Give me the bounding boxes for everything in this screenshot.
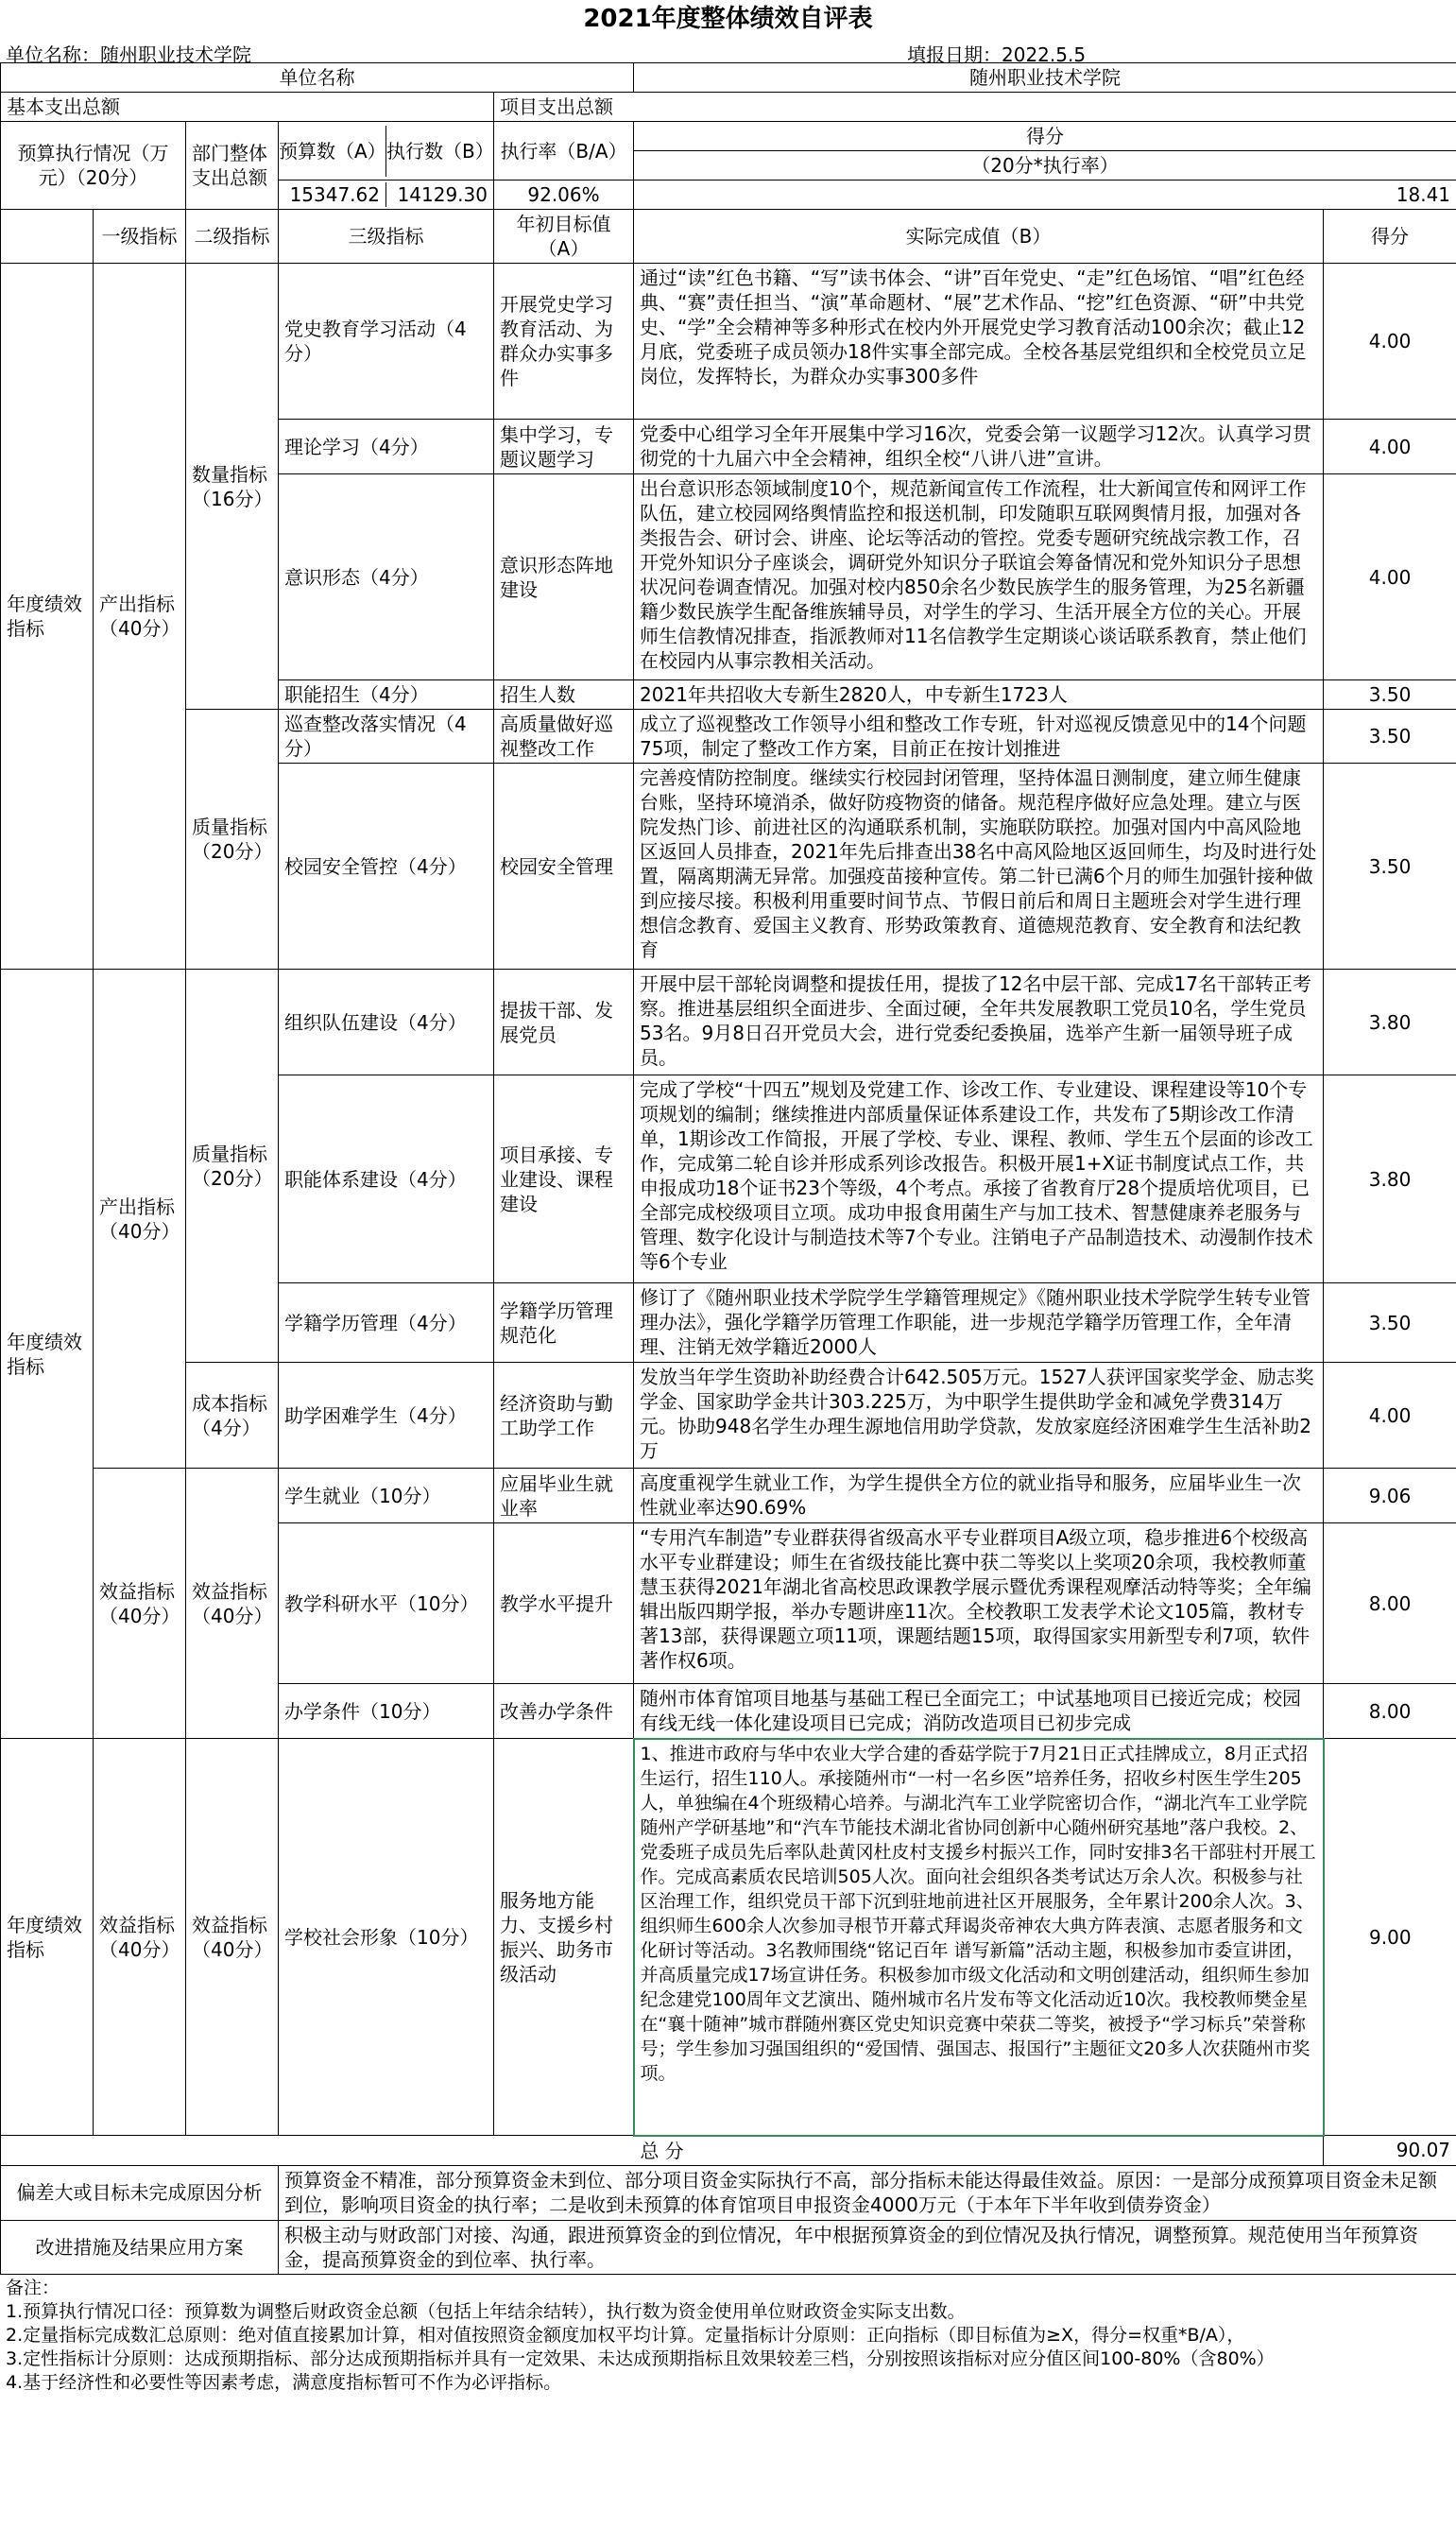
score-value: 18.41 [634,181,1456,210]
row-6-score: 3.80 [1324,970,1456,1075]
budget-label: 预算数（A） [279,126,386,177]
group-quantity: 数量指标（16分） [186,264,279,710]
budget-value: 15347.62 [279,182,386,207]
row-1-l3: 理论学习（4分） [279,420,494,474]
budget-exec-label: 预算执行情况（万元）（20分） [1,122,186,210]
unit-label: 单位名称：随州职业技术学院 [6,43,251,66]
row-1-score: 4.00 [1324,420,1456,474]
deviation-label: 偏差大或目标未完成原因分析 [1,2165,279,2220]
notes-section [0,2275,1456,2397]
row-11-score: 8.00 [1324,1523,1456,1684]
row-2-target: 意识形态阵地建设 [494,474,634,680]
row-10-actual: 高度重视学生就业工作，为学生提供全方位的就业指导和服务，应届毕业生一次性就业率达90.69% [634,1469,1324,1523]
row-13-actual: 1、推进市政府与华中农业大学合建的香菇学院于7月21日正式挂牌成立，8月正式招生运行，招生110人。承接随州市“一村一名乡医”培养任务，招收乡村医生学生205人，单独编在4个班级精心培养。与湖北汽车工业学院密切合作，“湖北汽车工业学院随州产学研基地”和“汽车节能技术湖北省协同创新中心随州研究基地”落户我校。2、党委班子成员先后率队赴黄冈杜皮村支援乡村振兴工作，同时安排3名干部驻村开展工作。完成高素质农民培训505人次。面向社会组织各类考试达万余人次。积极参与社区治理工作，组织党员干部下沉到驻地前进社区开展服务，全年累计200余人次。3、组织师生600余人次参加寻根节开幕式拜谒炎帝神农大典方阵表演、志愿者服务和文化研讨等活动。3名教师围绕“铭记百年 谱写新篇”活动主题，积极参加市委宣讲团，并高质量完成17场宣讲任务。积极参加市级文化活动和文明创建活动，组织师生参加纪念建党100周年文艺演出、随州城市名片发布等文化活动近10次。我校教师樊金星在“襄十随神”城市群随州赛区党史知识竞赛中荣获二等奖，被授予“学习标兵”荣誉称号；学生参加习强国组织的“爱国情、强国志、报国行”主题征文20多人次获随州市奖项。 [634,1739,1324,2136]
score-label: 得分 [634,122,1456,151]
row-7-actual: 完成了学校“十四五”规划及党建工作、诊改工作、专业建设、课程建设等10个专项规划的编制；继续推进内部质量保证体系建设工作，共发布了5期诊改工作清单，1期诊改工作简报，开展了学校、专业、课程、教师、学生五个层面的诊改工作，完成第二轮自诊并形成系列诊改报告。积极开展1+X证书制度试点工作，共申报成功18个证书23个等级，4个考点。承接了省教育厅28个提质培优项目，已全部完成校级项目立项。成功申报食用菌生产与加工技术、智慧健康养老服务与管理、数字化设计与制造技术等7个专业。注销电子产品制造技术、动漫制作技术等6个专业 [634,1075,1324,1283]
row-0-target: 开展党史学习教育活动、为群众办实事多件 [494,264,634,420]
row-10-score: 9.06 [1324,1469,1456,1523]
col-score: 得分 [1324,210,1456,264]
row-0-score: 4.00 [1324,264,1456,420]
unit-name-value: 随州职业技术学院 [634,63,1456,93]
row-12-l3: 办学条件（10分） [279,1684,494,1739]
rate-label: 执行率（B/A） [494,122,634,181]
rate-value: 92.06% [494,181,634,210]
notes-title: 备注： [6,2277,60,2298]
row-2-actual: 出台意识形态领域制度10个，规范新闻宣传工作流程，壮大新闻宣传和网评工作队伍，建立校园网络舆情监控和报送机制，印发随职互联网舆情月报，加强对各类报告会、研讨会、讲座、论坛等活动的管控。党委专题研究统战宗教工作，召开党外知识分子座谈会，调研党外知识分子联谊会筹备情况和党外知识分子思想状况问卷调查情况。加强对校内850余名少数民族学生的服务管理，为25名新疆籍少数民族学生配备维族辅导员，对学生的学习、生活开展全方位的关心。开展师生信教情况排查，指派教师对11名信教学生定期谈心谈话联系教育，禁止他们在校园内从事宗教相关活动。 [634,474,1324,680]
row-4-l3: 巡查整改落实情况（4分） [279,710,494,764]
row-7-score: 3.80 [1324,1075,1456,1283]
row-13-target: 服务地方能力、支援乡村振兴、助务市级活动 [494,1739,634,2136]
total-value: 90.07 [1324,2136,1456,2166]
note-4: 4.基于经济性和必要性等因素考虑，满意度指标暂可不作为必评指标。 [6,2371,562,2393]
row-5-score: 3.50 [1324,764,1456,970]
deviation-text: 预算资金不精准，部分预算资金未到位、部分项目资金实际执行不高，部分指标未能达得最佳效益。原因：一是部分成预算项目资金未足额到位，影响项目资金的执行率；二是收到未预算的体育馆项目申报资金4000万元（于本年下半年收到债券资金） [279,2165,1456,2220]
row-4-actual: 成立了巡视整改工作领导小组和整改工作专班，针对巡视反馈意见中的14个问题75项，制定了整改工作方案，目前正在按计划推进 [634,710,1324,764]
group-output-1: 产出指标（40分） [94,264,186,970]
row-11-l3: 教学科研水平（10分） [279,1523,494,1684]
row-11-actual: “专用汽车制造”专业群获得省级高水平专业群项目A级立项，稳步推进6个校级高水平专业群建设；师生在省级技能比赛中获二等奖以上奖项20余项，我校教师董慧玉获得2021年湖北省高校思政课教学展示暨优秀课程观摩活动特等奖；全年编辑出版四期学报，举办专题讲座11次。全校教职工发表学术论文105篇，教材专著13部，获得课题立项11项，课题结题15项，取得国家实用新型专利7项，软件著作权6项。 [634,1523,1324,1684]
row-3-score: 3.50 [1324,680,1456,710]
row-13-l3: 学校社会形象（10分） [279,1739,494,2136]
col-level3: 三级指标 [279,210,494,264]
row-1-target: 集中学习，专题议题学习 [494,420,634,474]
row-6-l3: 组织队伍建设（4分） [279,970,494,1075]
exec-label: 执行数（B） [386,139,494,163]
row-10-l3: 学生就业（10分） [279,1469,494,1523]
row-7-l3: 职能体系建设（4分） [279,1075,494,1283]
row-3-actual: 2021年共招收大专新生2820人，中专新生1723人 [634,680,1324,710]
fill-date: 填报日期：2022.5.5 [907,43,1087,66]
row-6-actual: 开展中层干部轮岗调整和提拔任用，提拔了12名中层干部、完成17名干部转正考察。推进基层组织全面进步、全面过硬，全年共发展教职工党员10名，学生党员53名。9月8日召开党员大会，进行党委纪委换届，选举产生新一届领导班子成员。 [634,970,1324,1075]
row-9-score: 4.00 [1324,1363,1456,1469]
row-3-l3: 职能招生（4分） [279,680,494,710]
row-8-l3: 学籍学历管理（4分） [279,1283,494,1363]
row-12-actual: 随州市体育馆项目地基与基础工程已全面完工；中试基地项目已接近完成；校园有线无线一体化建设项目已完成；消防改造项目已初步完成 [634,1684,1324,1739]
dept-total-label: 部门整体支出总额 [186,122,279,210]
unit-name-label: 单位名称 [1,63,634,93]
group-annual-1: 年度绩效指标 [1,264,94,970]
col-actual: 实际完成值（B） [634,210,1324,264]
row-12-target: 改善办学条件 [494,1684,634,1739]
note-2: 2.定量指标完成数汇总原则：绝对值直接累加计算，相对值按照资金额度加权平均计算。定量指标计分原则：正向指标（即目标值为≥X，得分=权重*B/A）， [6,2324,1245,2346]
meta-line [0,38,1456,66]
budget-values [279,181,494,210]
group-annual-2: 年度绩效指标 [1,970,94,1739]
group-output-2: 产出指标（40分） [94,970,186,1469]
row-5-l3: 校园安全管控（4分） [279,764,494,970]
row-9-actual: 发放当年学生资助补助经费合计642.505万元。1527人获评国家奖学金、励志奖学金、国家助学金共计303.225万，为中职学生提供助学金和减免学费314万元。协助948名学生办理生源地信用助学贷款，发放家庭经济困难学生生活补助2万 [634,1363,1324,1469]
budget-cell [279,122,494,181]
row-7-target: 项目承接、专业建设、课程建设 [494,1075,634,1283]
row-2-l3: 意识形态（4分） [279,474,494,680]
page-title: 2021年度整体绩效自评表 [583,5,873,33]
row-0-l3: 党史教育学习活动（4分） [279,264,494,420]
row-4-score: 3.50 [1324,710,1456,764]
group-benefit-b: 效益指标（40分） [186,1469,279,1739]
note-1: 1.预算执行情况口径：预算数为调整后财政资金总额（包括上年结余结转），执行数为资金使用单位财政资金实际支出数。 [6,2300,966,2322]
row-13-score: 9.00 [1324,1739,1456,2136]
row-3-target: 招生人数 [494,680,634,710]
row-9-l3: 助学困难学生（4分） [279,1363,494,1469]
group-benefit-a: 效益指标（40分） [94,1469,186,1739]
col-target: 年初目标值（A） [494,210,634,264]
group-benefit-c: 效益指标（40分） [94,1739,186,2136]
row-5-actual: 完善疫情防控制度。继续实行校园封闭管理，坚持体温日测制度，建立师生健康台账，坚持环境消杀，做好防疫物资的储备。规范程序做好应急处理。建立与医院发热门诊、前进社区的沟通联系机制，实施联防联控。加强对国内中高风险地区返回人员排查，2021年先后排查出38名中高风险地区返回师生，均及时进行处置，隔离期满无异常。加强疫苗接种宣传。第二针已满6个月的师生加强针接种做到应接尽接。积极利用重要时间节点、节假日前后和周日主题班会对学生进行理想信念教育、爱国主义教育、形势政策教育、道德规范教育、安全教育和法纪教育 [634,764,1324,970]
group-quality-1: 质量指标（20分） [186,710,279,970]
group-cost: 成本指标（4分） [186,1363,279,1469]
basic-total-label: 基本支出总额 [1,93,494,122]
evaluation-table [0,62,1456,2275]
row-4-target: 高质量做好巡视整改工作 [494,710,634,764]
col-empty [1,210,94,264]
row-2-score: 4.00 [1324,474,1456,680]
row-5-target: 校园安全管理 [494,764,634,970]
improve-text: 积极主动与财政部门对接、沟通，跟进预算资金的到位情况，年中根据预算资金的到位情况及执行情况，调整预算。规范使用当年预算资金，提高预算资金的到位率、执行率。 [279,2220,1456,2274]
group-quality-2: 质量指标（20分） [186,970,279,1363]
row-1-actual: 党委中心组学习全年开展集中学习16次，党委会第一议题学习12次。认真学习贯彻党的十九届六中全会精神，组织全校“八讲八进”宣讲。 [634,420,1324,474]
row-8-actual: 修订了《随州职业技术学院学生学籍管理规定》《随州职业技术学院学生转专业管理办法》，强化学籍学历管理工作职能，进一步规范学籍学历管理工作，全年清理、注销无效学籍近2000人 [634,1283,1324,1363]
improve-label: 改进措施及结果应用方案 [1,2220,279,2274]
note-3: 3.定性指标计分原则：达成预期指标、部分达成预期指标并具有一定效果、未达成预期指标且效果较差三档，分别按照该指标对应分值区间100-80%（含80%） [6,2347,1275,2369]
row-8-score: 3.50 [1324,1283,1456,1363]
col-level1: 一级指标 [94,210,186,264]
row-6-target: 提拔干部、发展党员 [494,970,634,1075]
group-annual-3: 年度绩效指标 [1,1739,94,2136]
col-level2: 二级指标 [186,210,279,264]
project-total-label: 项目支出总额 [494,93,1456,122]
row-0-actual: 通过“读”红色书籍、“写”读书体会、“讲”百年党史、“走”红色场馆、“唱”红色经典、“赛”责任担当、“演”革命题材、“展”艺术作品、“挖”红色资源、“研”中共党史、“学”全会精神等多种形式在校内外开展党史学习教育活动100余次；截止12月底，党委班子成员领办18件实事全部完成。全校各基层党组织和全校党员立足岗位，发挥特长，为群众办实事300多件 [634,264,1324,420]
exec-value: 14129.30 [397,183,488,206]
row-12-score: 8.00 [1324,1684,1456,1739]
score-formula: （20分*执行率） [634,151,1456,181]
row-8-target: 学籍学历管理规范化 [494,1283,634,1363]
row-9-target: 经济资助与勤工助学工作 [494,1363,634,1469]
row-11-target: 教学水平提升 [494,1523,634,1684]
group-benefit-d: 效益指标（40分） [186,1739,279,2136]
total-label: 总 分 [1,2136,1324,2166]
row-10-target: 应届毕业生就业率 [494,1469,634,1523]
